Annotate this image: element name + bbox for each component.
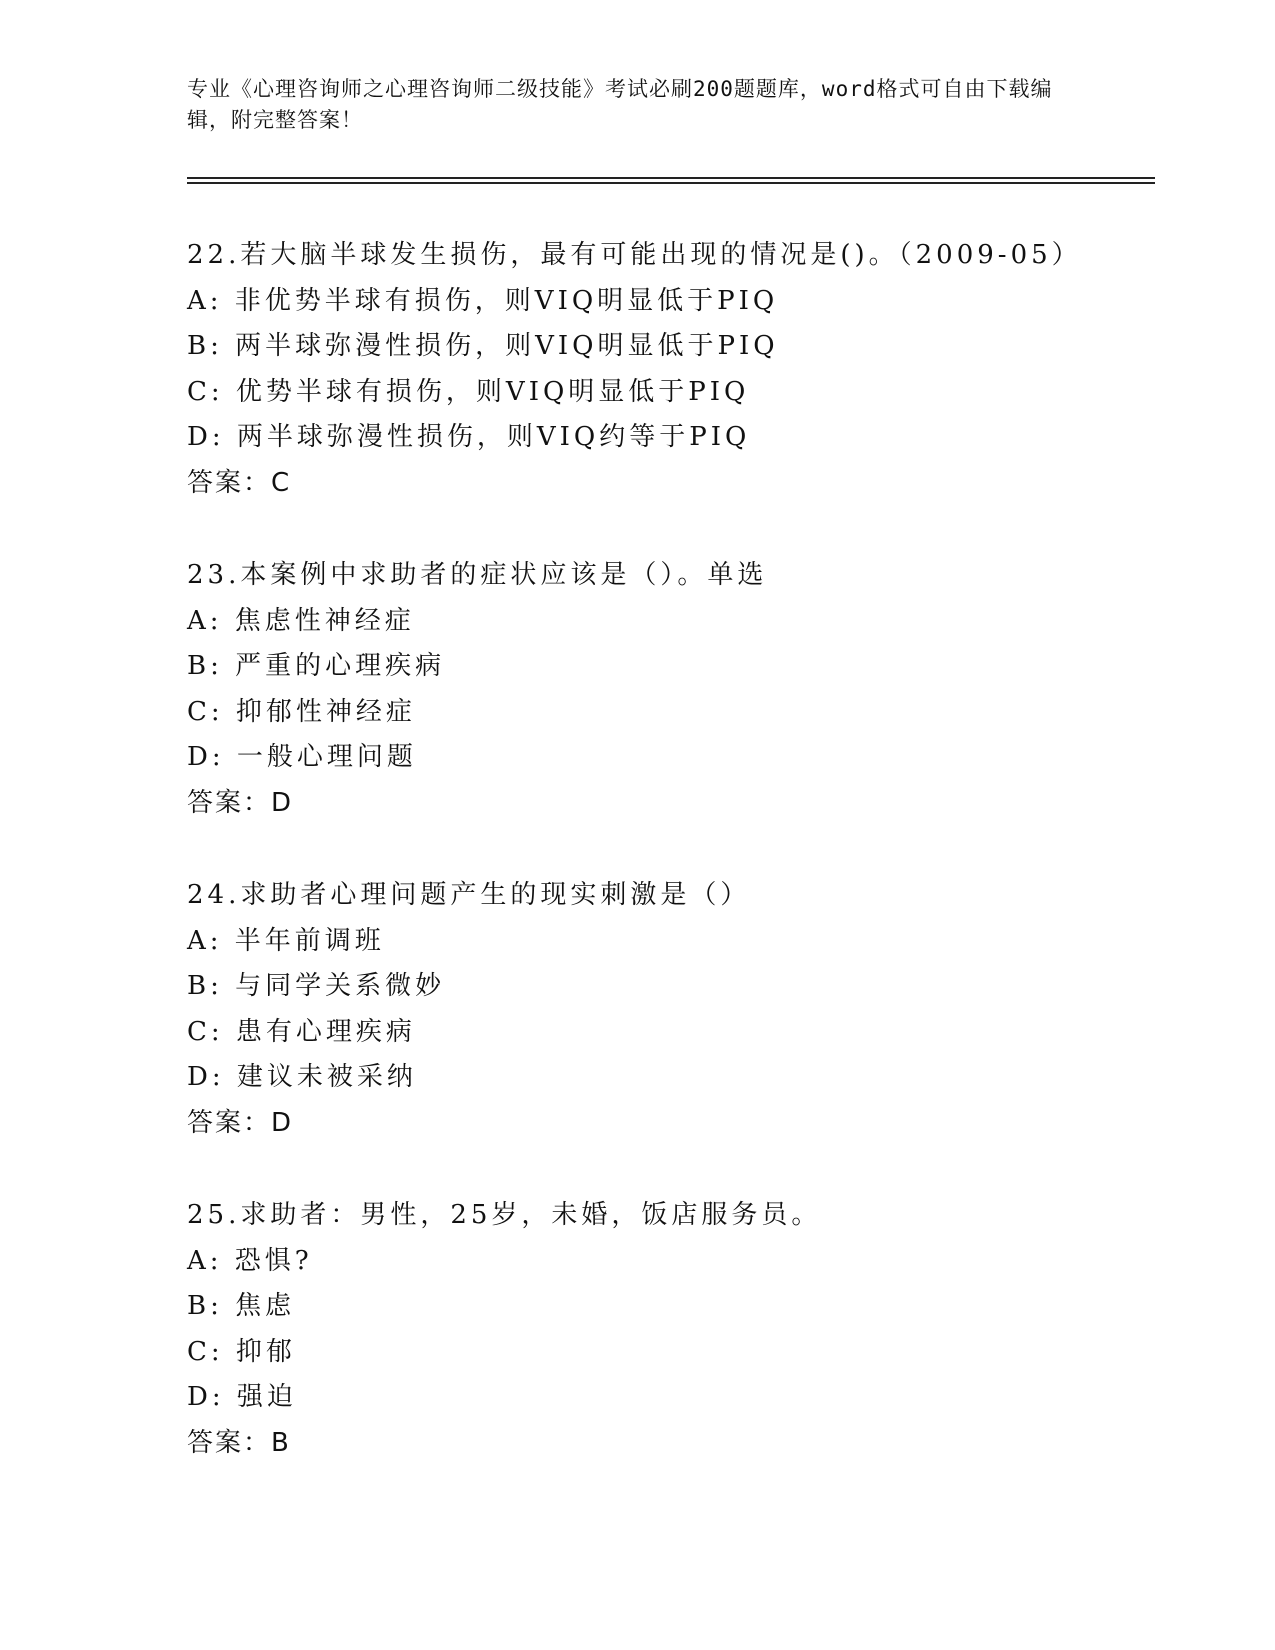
option-c: C: 优势半球有损伤，则VIQ明显低于PIQ: [187, 376, 750, 407]
answer: 答案：D: [187, 1107, 294, 1138]
header-divider-bottom: [187, 182, 1155, 184]
question-stem: 25.求助者：男性，25岁，未婚，饭店服务员。: [187, 1200, 822, 1230]
option-d: D: 一般心理问题: [187, 742, 417, 772]
document-header: 专业《心理咨询师之心理咨询师二级技能》考试必刷200题题库，word格式可自由下载编辑，附完整答案！: [187, 77, 1053, 132]
question-stem: 23.本案例中求助者的症状应该是（）。单选: [187, 560, 768, 590]
header-divider-top: [187, 177, 1155, 179]
option-c: C: 抑郁: [187, 1336, 296, 1367]
option-d: D: 建议未被采纳: [187, 1062, 417, 1092]
question-23: [187, 553, 1155, 873]
option-a: A: 半年前调班: [187, 925, 385, 956]
question-24: [187, 873, 1155, 1193]
question-stem: 24.求助者心理问题产生的现实刺激是（）: [187, 880, 751, 910]
option-c: C: 患有心理疾病: [187, 1016, 416, 1047]
option-a: A: 非优势半球有损伤，则VIQ明显低于PIQ: [187, 285, 779, 316]
option-d: D: 强迫: [187, 1382, 297, 1412]
question-22: [187, 233, 1155, 553]
answer: 答案：D: [187, 787, 294, 818]
question-list: [187, 233, 1155, 1513]
option-b: B: 两半球弥漫性损伤，则VIQ明显低于PIQ: [187, 331, 779, 361]
option-b: B: 严重的心理疾病: [187, 651, 446, 681]
question-25: [187, 1193, 1155, 1513]
answer: 答案：B: [187, 1427, 291, 1458]
answer: 答案：C: [187, 467, 292, 498]
option-d: D: 两半球弥漫性损伤，则VIQ约等于PIQ: [187, 422, 751, 452]
option-b: B: 与同学关系微妙: [187, 971, 446, 1001]
option-a: A: 恐惧?: [187, 1245, 313, 1276]
option-a: A: 焦虑性神经症: [187, 605, 415, 636]
question-stem: 22.若大脑半球发生损伤，最有可能出现的情况是()。（2009-05）: [187, 240, 1082, 270]
option-b: B: 焦虑: [187, 1291, 296, 1321]
option-c: C: 抑郁性神经症: [187, 696, 416, 727]
